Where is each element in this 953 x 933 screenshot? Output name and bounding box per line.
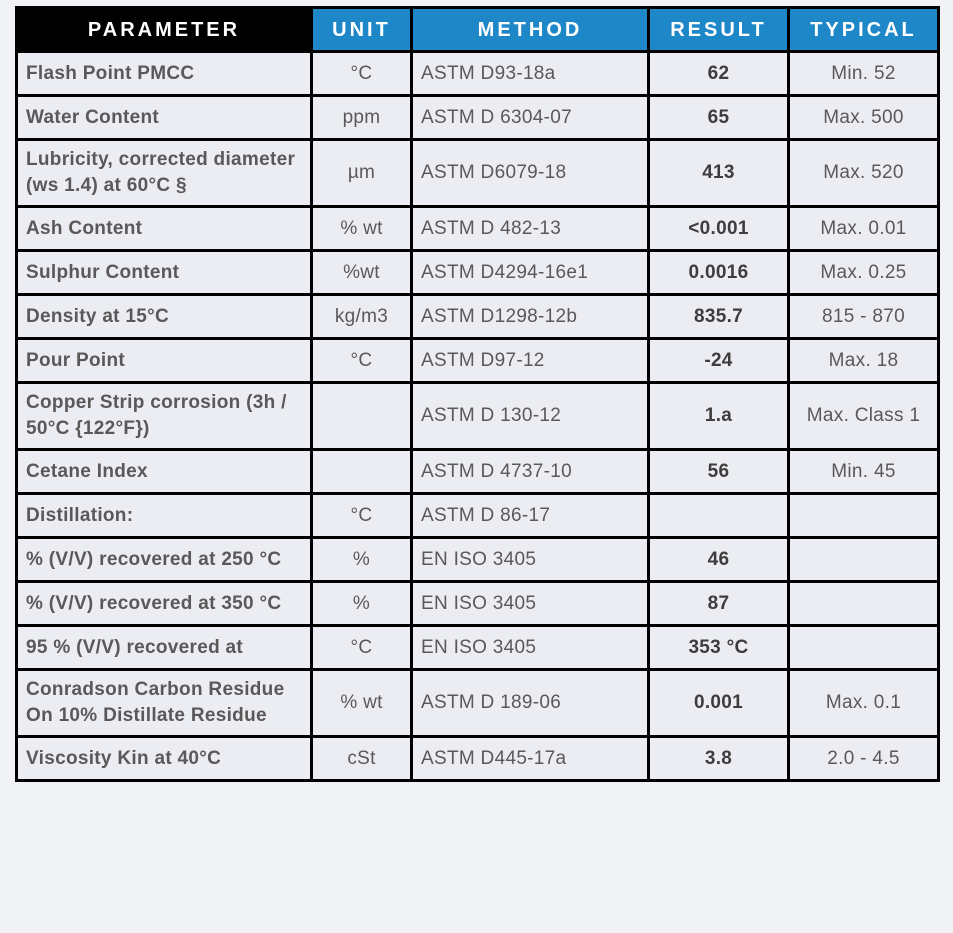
cell-method: ASTM D 189-06	[412, 670, 649, 737]
cell-method: EN ISO 3405	[412, 538, 649, 582]
table-row	[17, 207, 939, 251]
table-row	[17, 52, 939, 96]
cell-parameter: Pour Point	[17, 339, 312, 383]
cell-typical	[789, 582, 939, 626]
cell-typical: Max. 500	[789, 96, 939, 140]
cell-parameter: Distillation:	[17, 494, 312, 538]
table-row	[17, 251, 939, 295]
cell-parameter: Copper Strip corrosion (3h / 50°C {122°F})	[17, 383, 312, 450]
cell-result: 46	[649, 538, 789, 582]
cell-parameter: Viscosity Kin at 40°C	[17, 737, 312, 781]
cell-parameter: Ash Content	[17, 207, 312, 251]
header-row	[17, 8, 939, 52]
spec-table-header	[17, 8, 939, 52]
cell-result: 56	[649, 450, 789, 494]
cell-unit: °C	[312, 494, 412, 538]
cell-typical	[789, 538, 939, 582]
column-header-unit: UNIT	[312, 8, 412, 52]
cell-unit: % wt	[312, 207, 412, 251]
cell-typical	[789, 494, 939, 538]
cell-method: ASTM D1298-12b	[412, 295, 649, 339]
column-header-result: RESULT	[649, 8, 789, 52]
cell-method: ASTM D 4737-10	[412, 450, 649, 494]
cell-method: ASTM D93-18a	[412, 52, 649, 96]
table-row	[17, 295, 939, 339]
cell-result	[649, 494, 789, 538]
cell-parameter: Cetane Index	[17, 450, 312, 494]
table-row	[17, 96, 939, 140]
cell-result: 87	[649, 582, 789, 626]
table-row	[17, 737, 939, 781]
cell-method: ASTM D 86-17	[412, 494, 649, 538]
cell-result: 1.a	[649, 383, 789, 450]
cell-typical: Max. Class 1	[789, 383, 939, 450]
fuel-spec-table	[15, 6, 940, 782]
table-row	[17, 626, 939, 670]
cell-parameter: Conradson Carbon Residue On 10% Distillate Residue	[17, 670, 312, 737]
table-row	[17, 450, 939, 494]
spec-table-body	[17, 52, 939, 781]
cell-typical	[789, 626, 939, 670]
cell-method: ASTM D97-12	[412, 339, 649, 383]
table-row	[17, 383, 939, 450]
table-row	[17, 582, 939, 626]
cell-method: ASTM D445-17a	[412, 737, 649, 781]
cell-method: ASTM D4294-16e1	[412, 251, 649, 295]
cell-method: ASTM D6079-18	[412, 140, 649, 207]
cell-parameter: % (V/V) recovered at 250 °C	[17, 538, 312, 582]
cell-typical: Max. 0.01	[789, 207, 939, 251]
cell-unit: %	[312, 582, 412, 626]
cell-result: 0.001	[649, 670, 789, 737]
cell-method: EN ISO 3405	[412, 582, 649, 626]
cell-parameter: Density at 15°C	[17, 295, 312, 339]
column-header-method: METHOD	[412, 8, 649, 52]
cell-result: 0.0016	[649, 251, 789, 295]
cell-typical: Min. 45	[789, 450, 939, 494]
cell-parameter: Water Content	[17, 96, 312, 140]
cell-unit: µm	[312, 140, 412, 207]
cell-result: 835.7	[649, 295, 789, 339]
cell-typical: Max. 0.1	[789, 670, 939, 737]
cell-parameter: 95 % (V/V) recovered at	[17, 626, 312, 670]
column-header-parameter: PARAMETER	[17, 8, 312, 52]
cell-unit: %	[312, 538, 412, 582]
cell-parameter: Lubricity, corrected diameter (ws 1.4) at 60°C §	[17, 140, 312, 207]
cell-method: EN ISO 3405	[412, 626, 649, 670]
cell-typical: 2.0 - 4.5	[789, 737, 939, 781]
cell-result: 3.8	[649, 737, 789, 781]
table-row	[17, 140, 939, 207]
cell-unit: cSt	[312, 737, 412, 781]
table-row	[17, 538, 939, 582]
cell-result: 62	[649, 52, 789, 96]
cell-method: ASTM D 482-13	[412, 207, 649, 251]
cell-unit	[312, 383, 412, 450]
cell-result: 413	[649, 140, 789, 207]
cell-unit: °C	[312, 626, 412, 670]
cell-unit: °C	[312, 52, 412, 96]
cell-method: ASTM D 130-12	[412, 383, 649, 450]
cell-parameter: % (V/V) recovered at 350 °C	[17, 582, 312, 626]
cell-typical: Max. 18	[789, 339, 939, 383]
cell-typical: Max. 0.25	[789, 251, 939, 295]
column-header-typical: TYPICAL	[789, 8, 939, 52]
table-row	[17, 339, 939, 383]
cell-unit: %wt	[312, 251, 412, 295]
cell-parameter: Sulphur Content	[17, 251, 312, 295]
cell-parameter: Flash Point PMCC	[17, 52, 312, 96]
cell-unit	[312, 450, 412, 494]
cell-unit: ppm	[312, 96, 412, 140]
table-row	[17, 494, 939, 538]
cell-typical: Max. 520	[789, 140, 939, 207]
cell-result: 353 °C	[649, 626, 789, 670]
cell-result: <0.001	[649, 207, 789, 251]
cell-method: ASTM D 6304-07	[412, 96, 649, 140]
cell-typical: Min. 52	[789, 52, 939, 96]
cell-result: 65	[649, 96, 789, 140]
cell-unit: °C	[312, 339, 412, 383]
table-row	[17, 670, 939, 737]
cell-unit: kg/m3	[312, 295, 412, 339]
cell-typical: 815 - 870	[789, 295, 939, 339]
cell-unit: % wt	[312, 670, 412, 737]
cell-result: -24	[649, 339, 789, 383]
